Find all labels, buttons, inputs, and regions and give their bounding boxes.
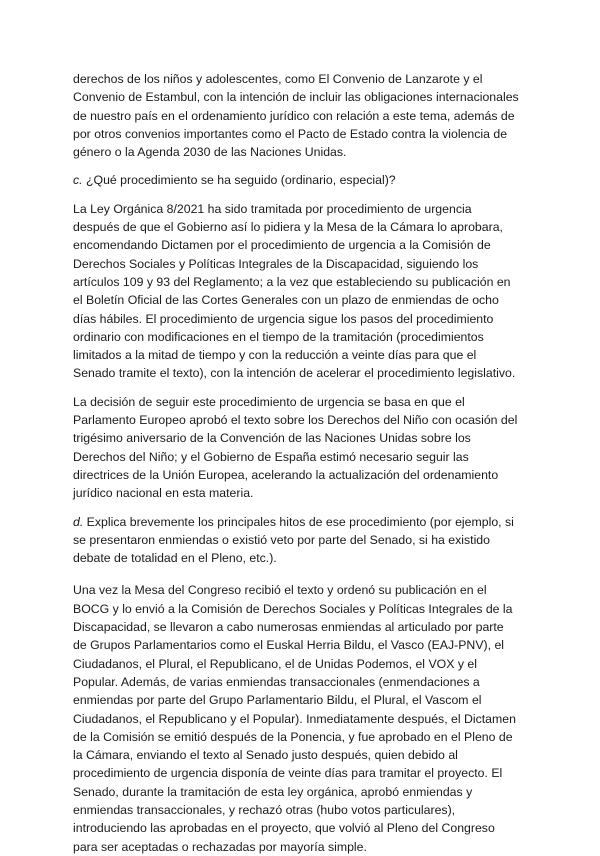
paragraph-procedure-milestones: Una vez la Mesa del Congreso recibió el texto y ordenó su publicación en el BOCG y lo envió a la Comisión de Derechos Sociales y Políticas Integrales de la Discapacidad, se llevaron a cabo numerosas enmiendas al articulado por parte de Grupos Parlamentarios como el Euskal Herria Bildu, el Vasco (EAJ-PNV), el Ciudadanos, el Plural, el Republicano, el de Unidas Podemos, el VOX y el Popular. Además, de varias enmiendas transaccionales (enmendaciones a enmiendas por parte del Grupo Parlamentario Bildu, el Plural, el Vascom el Ciudadanos, el Republicano y el Popular). Inmediatamente después, el Dictamen de la Comisión se emitió después de la Ponencia, y fue aprobado en el Pleno de la Cámara, enviando el texto al Senado justo después, quien debido al procedimiento de urgencia disponía de veinte días para tramitar el proyecto. El Senado, durante la tramitación de esta ley orgánica, aprobó enmiendas y enmiendas transaccionales, y rechazó otras (hubo votos particulares), introduciendo las aprobadas en el proyecto, que volvió al Pleno del Congreso para ser aceptadas o rechazadas por mayoría simple. — [73, 583, 516, 854]
question-c-letter: c. — [73, 173, 83, 188]
paragraph-intro-conventions: derechos de los niños y adolescentes, como El Convenio de Lanzarote y el Convenio de Estambul, con la intención de incluir las obligaciones internacionales de nuestro país en el ordenamiento jurídico con relación a este tema, además de por otros convenios importantes como el Pacto de Estado contra la violencia de género o la Agenda 2030 de las Naciones Unidas. — [73, 72, 519, 160]
question-d-text: Explica brevemente los principales hitos de ese procedimiento (por ejemplo, si se presentaron enmiendas o existió veto por parte del Senado, si ha existido debate de totalidad en el Pleno, etc.). — [73, 514, 514, 566]
paragraph-urgency-reason: La decisión de seguir este procedimiento de urgencia se basa en que el Parlamento Europeo aprobó el texto sobre los Derechos del Niño con ocasión del trigésimo aniversario de la Convención de las Naciones Unidas sobre los Derechos del Niño; y el Gobierno de España estimó necesario seguir las directrices de la Unión Europea, acelerando la actualización del ordenamiento jurídico nacional en esta materia. — [73, 394, 518, 501]
question-d — [73, 513, 520, 568]
question-c-text: ¿Qué procedimiento se ha seguido (ordinario, especial)? — [82, 173, 396, 188]
question-c — [73, 171, 520, 189]
paragraph-urgency-procedure: La Ley Orgánica 8/2021 ha sido tramitada por procedimiento de urgencia después de que el Gobierno así lo pidiera y la Mesa de la Cámara lo aprobara, encomendando Dictamen por el procedimiento de urgencia a la Comisión de Derechos Sociales y Políticas Integrales de la Discapacidad, siguiendo los artículos 109 y 93 del Reglamento; a la vez que estableciendo su publicación en el Boletín Oficial de las Cortes Generales con un plazo de enmiendas de ocho días hábiles. El procedimiento de urgencia sigue los pasos del procedimiento ordinario con modificaciones en el tiempo de la tramitación (procedimientos limitados a la mitad de tiempo y con la reducción a veinte días para que el Senado tramite el texto), con la intención de acelerar el procedimiento legislativo. — [73, 201, 516, 381]
question-d-letter: d. — [73, 514, 84, 529]
